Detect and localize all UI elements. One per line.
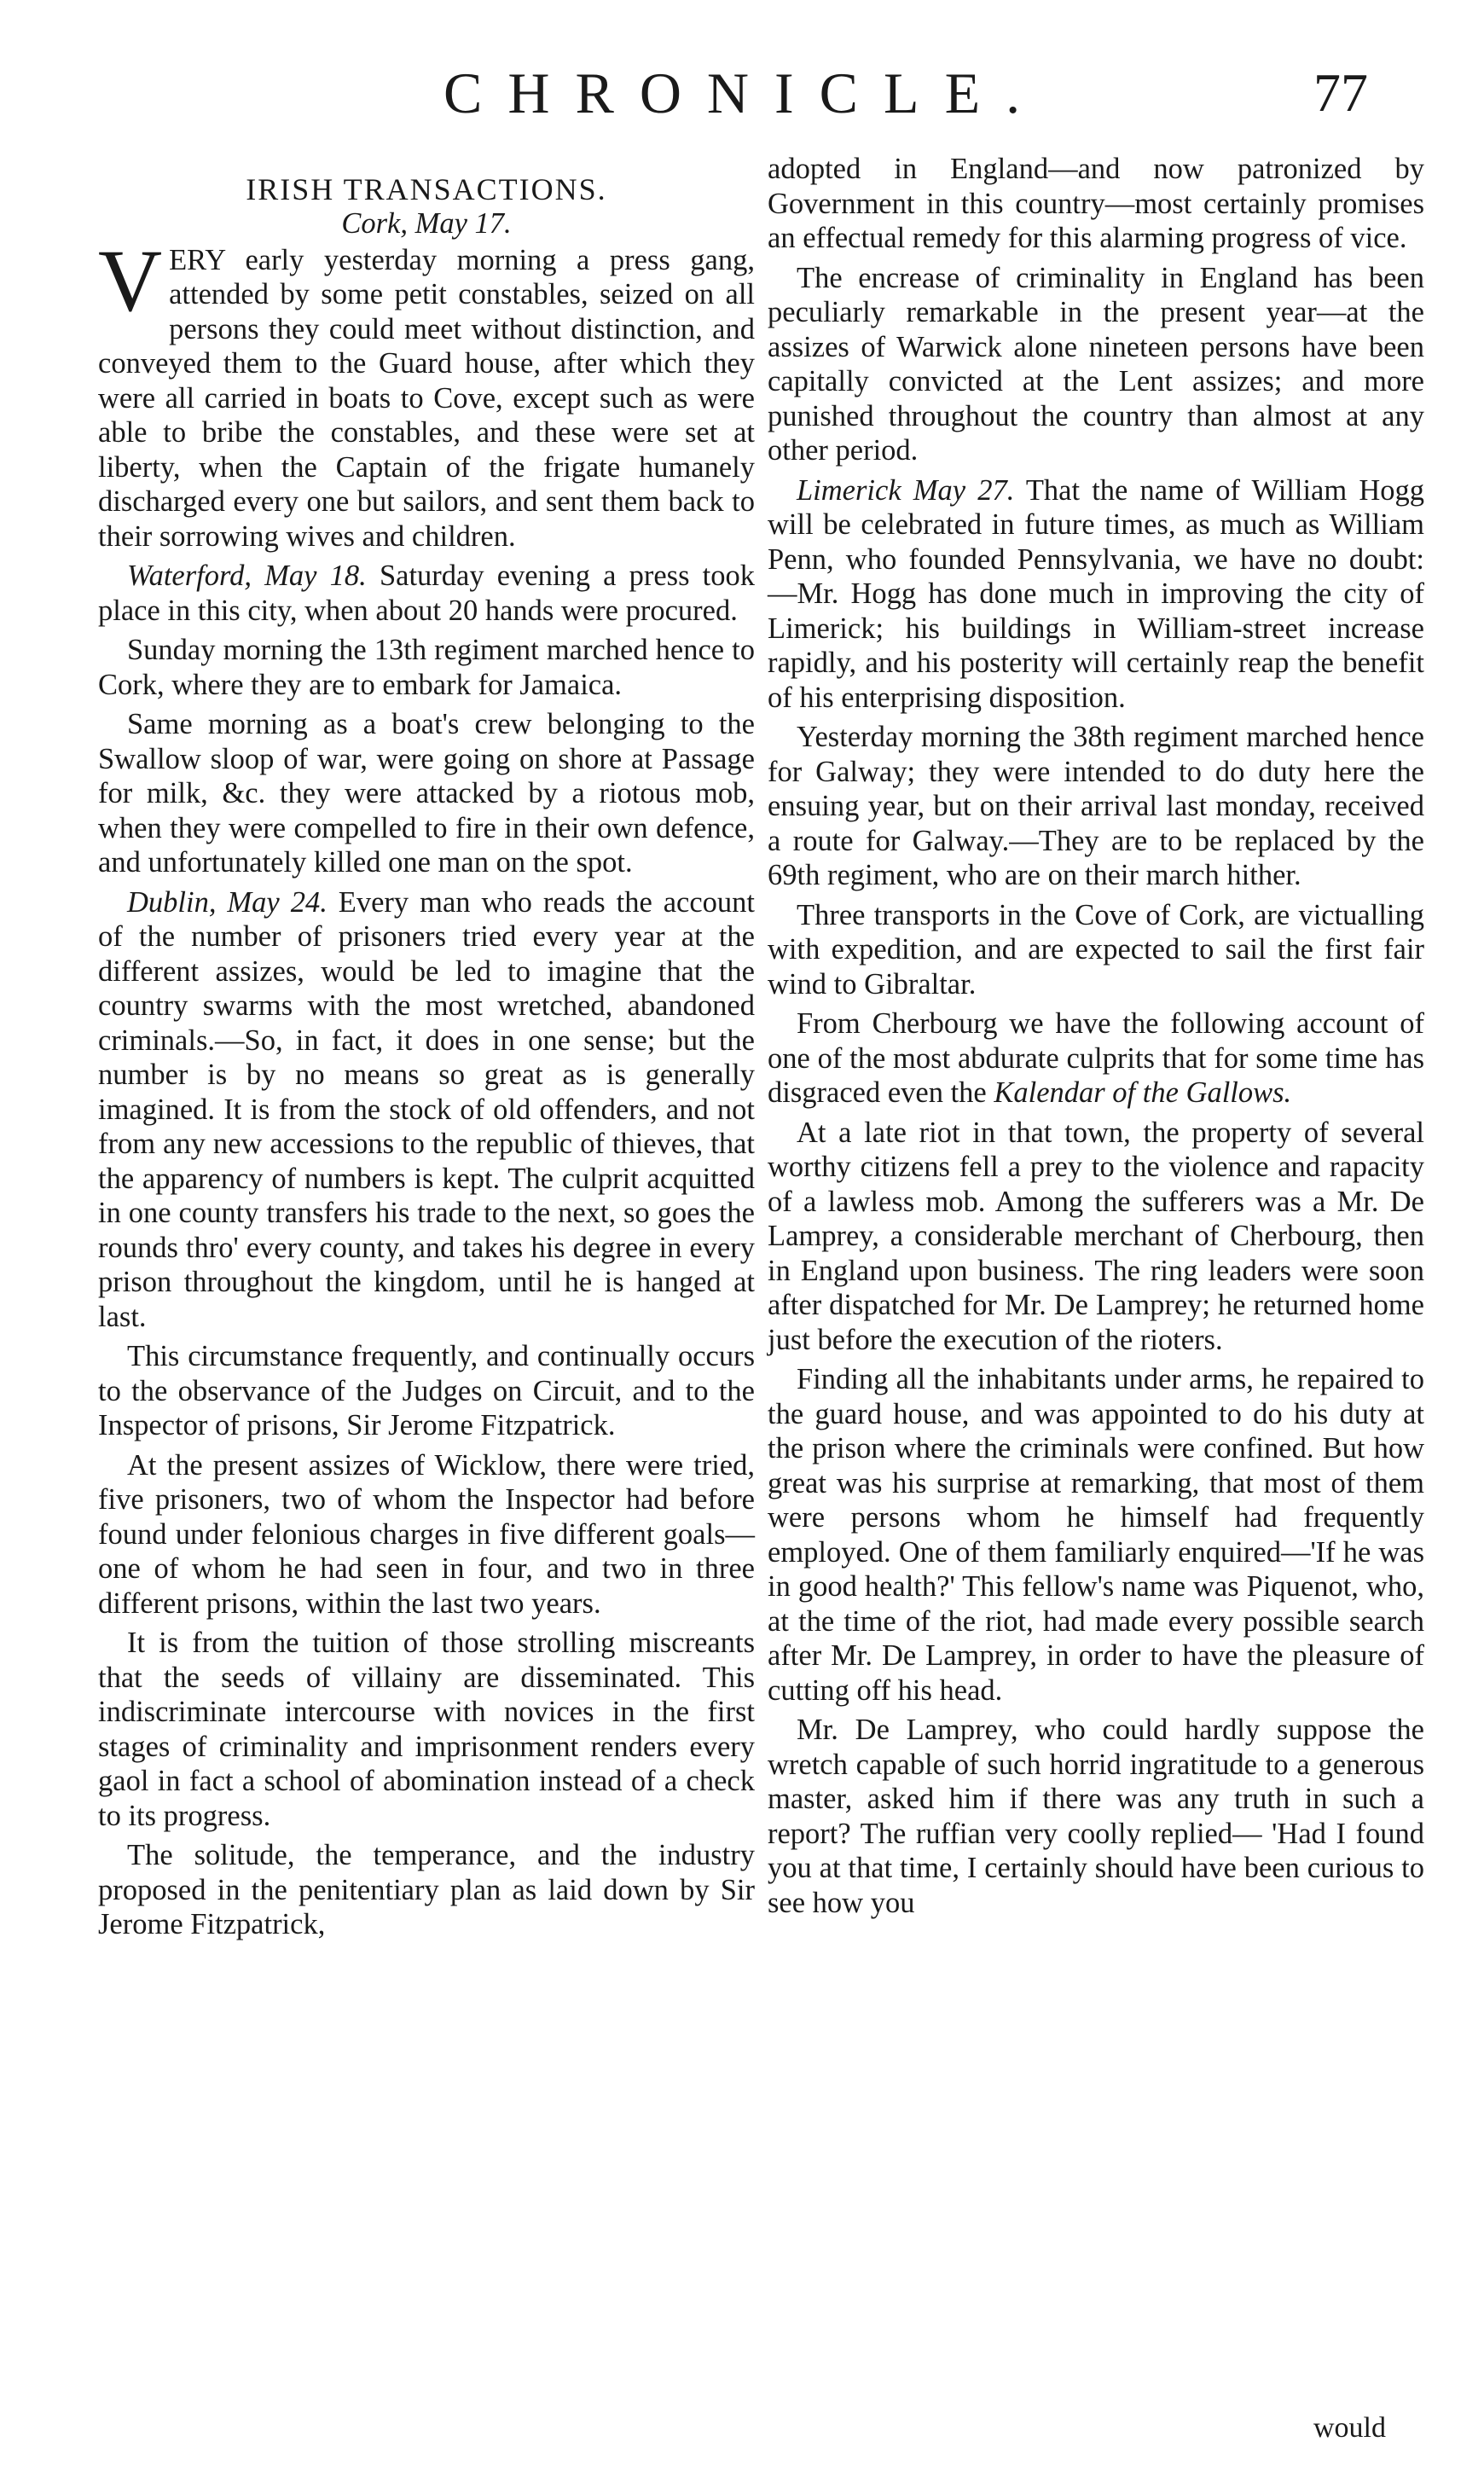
dateline: Dublin, May 24. <box>127 885 328 919</box>
dateline: Waterford, May 18. <box>127 560 367 592</box>
paragraph: Yesterday morning the 38th regiment marched hence for Galway; they were intended to do duty here the ensuing year, but on their arrival last monday, received a route for Galway.—They are to be replaced by the 69th regiment, who are on their march hither. <box>768 721 1424 891</box>
catchword: would <box>1313 2412 1386 2444</box>
paragraph: adopted in England—and now patronized by Government in this country—most certainly promises an effectual remedy for this alarming progress of vice. <box>768 153 1424 254</box>
paragraph: Three transports in the Cove of Cork, are victualling with expedition, and are expected to sail the first fair wind to Gibraltar. <box>768 898 1424 1000</box>
paragraph-text: That the name of William Hogg will be celebrated in future times, as much as William Penn, who founded Pennsylvania, we have no doubt: —Mr. Hogg has done much in improving the city of Limerick; his buildings in William-street increase rapidly, and his posterity will certainly reap the benefit of his enterprising disposition. <box>768 473 1424 714</box>
paragraph: This circumstance frequently, and continually occurs to the observance of the Judges on Circuit, and to the Inspector of prisons, Sir Jerome Fitzpatrick. <box>98 1340 755 1441</box>
italic-title: Kalendar of the Gallows. <box>994 1076 1292 1109</box>
paragraph-text: From Cherbourg we have the following account of one of the most abdurate culprits that for some time has disgraced even the <box>768 1007 1424 1109</box>
left-column <box>98 154 755 1947</box>
dateline: Cork, May 17. <box>341 207 512 240</box>
paragraph: Mr. De Lamprey, who could hardly suppose the wretch capable of such horrid ingratitude to a generous master, asked him if there was any truth in such a report? The ruffian very coolly replied— 'Had I found you at that time, I certainly should have been curious to see how you <box>768 1714 1424 1919</box>
paragraph: At a late riot in that town, the property of several worthy citizens fell a prey to the violence and rapacity of a lawless mob. Among the sufferers was a Mr. De Lamprey, a considerable merchant of Cherbourg, then in England upon business. The ring leaders were soon after dispatched for Mr. De Lamprey; he returned home just before the execution of the rioters. <box>768 1116 1424 1356</box>
drop-cap: V <box>98 231 163 330</box>
paragraph: The encrease of criminality in England has been peculiarly remarkable in the present year—at the assizes of Warwick alone nineteen persons have been capitally convicted at the Lent assizes; and more punished throughout the country than almost at any other period. <box>768 261 1424 467</box>
page-number: 77 <box>1313 62 1368 123</box>
paragraph: Sunday morning the 13th regiment marched hence to Cork, where they are to embark for Jamaica. <box>98 634 755 701</box>
page-header <box>0 60 1484 154</box>
right-column <box>768 152 1424 1925</box>
dateline: Limerick May 27. <box>797 473 1015 507</box>
running-title: CHRONICLE. <box>443 61 1046 125</box>
paragraph <box>98 885 755 1335</box>
paragraph <box>768 1006 1424 1111</box>
paragraph <box>98 559 755 628</box>
paragraph-text: Every man who reads the account of the number of prisoners tried every year at the different assizes, would be led to imagine that the country swarms with the most wretched, abandoned criminals.—So, in fact, it does in one sense; but the number is by no means so great as is generally imagined. It is from the stock of old offenders, and not from any new accessions to the republic of thieves, that the apparency of numbers is kept. The culprit acquitted in one county transfers his trade to the next, so goes the rounds thro' every county, and takes his degree in every prison throughout the kingdom, until he is hanged at last. <box>98 885 755 1333</box>
paragraph-text: ERY early yesterday morning a press gang, attended by some petit constables, seized on all persons they could meet without distinction, and conveyed them to the Guard house, after which they were all carried in boats to Cove, except such as were able to bribe the constables, and these were set at liberty, when the Captain of the frigate humanely discharged every one but sailors, and sent them back to their sorrowing wives and children. <box>98 243 755 553</box>
paragraph: The solitude, the temperance, and the industry proposed in the penitentiary plan as laid down by Sir Jerome Fitzpatrick, <box>98 1839 755 1940</box>
paragraph: It is from the tuition of those strolling miscreants that the seeds of villainy are disseminated. This indiscriminate intercourse with novices in the first stages of criminality and imprisonment renders every gaol in fact a school of abomination instead of a check to its progress. <box>98 1627 755 1832</box>
paragraph-text: Saturday evening a press took place in this city, when about 20 hands were procured. <box>98 560 755 627</box>
section-heading: IRISH TRANSACTIONS. <box>246 172 607 206</box>
paragraph <box>768 473 1424 716</box>
paragraph: Same morning as a boat's crew belonging to the Swallow sloop of war, were going on shore at Passage for milk, &c. they were attacked by a riotous mob, when they were compelled to fire in their own defence, and unfortunately killed one man on the spot. <box>98 708 755 879</box>
paragraph <box>98 231 755 554</box>
paragraph: At the present assizes of Wicklow, there were tried, five prisoners, two of whom the Inspector had before found under felonious charges in five different goals—one of whom he had seen in four, and two in three different prisons, within the last two years. <box>98 1448 755 1620</box>
paragraph: Finding all the inhabitants under arms, he repaired to the guard house, and was appointed to do his duty at the prison where the criminals were confined. But how great was his surprise at remarking, that most of them were persons whom he himself had frequently employed. One of them familiarly enquired—'If he was in good health?' This fellow's name was Piquenot, who, at the time of the riot, had made every possible search after Mr. De Lamprey, in order to have the pleasure of cutting off his head. <box>768 1363 1424 1707</box>
